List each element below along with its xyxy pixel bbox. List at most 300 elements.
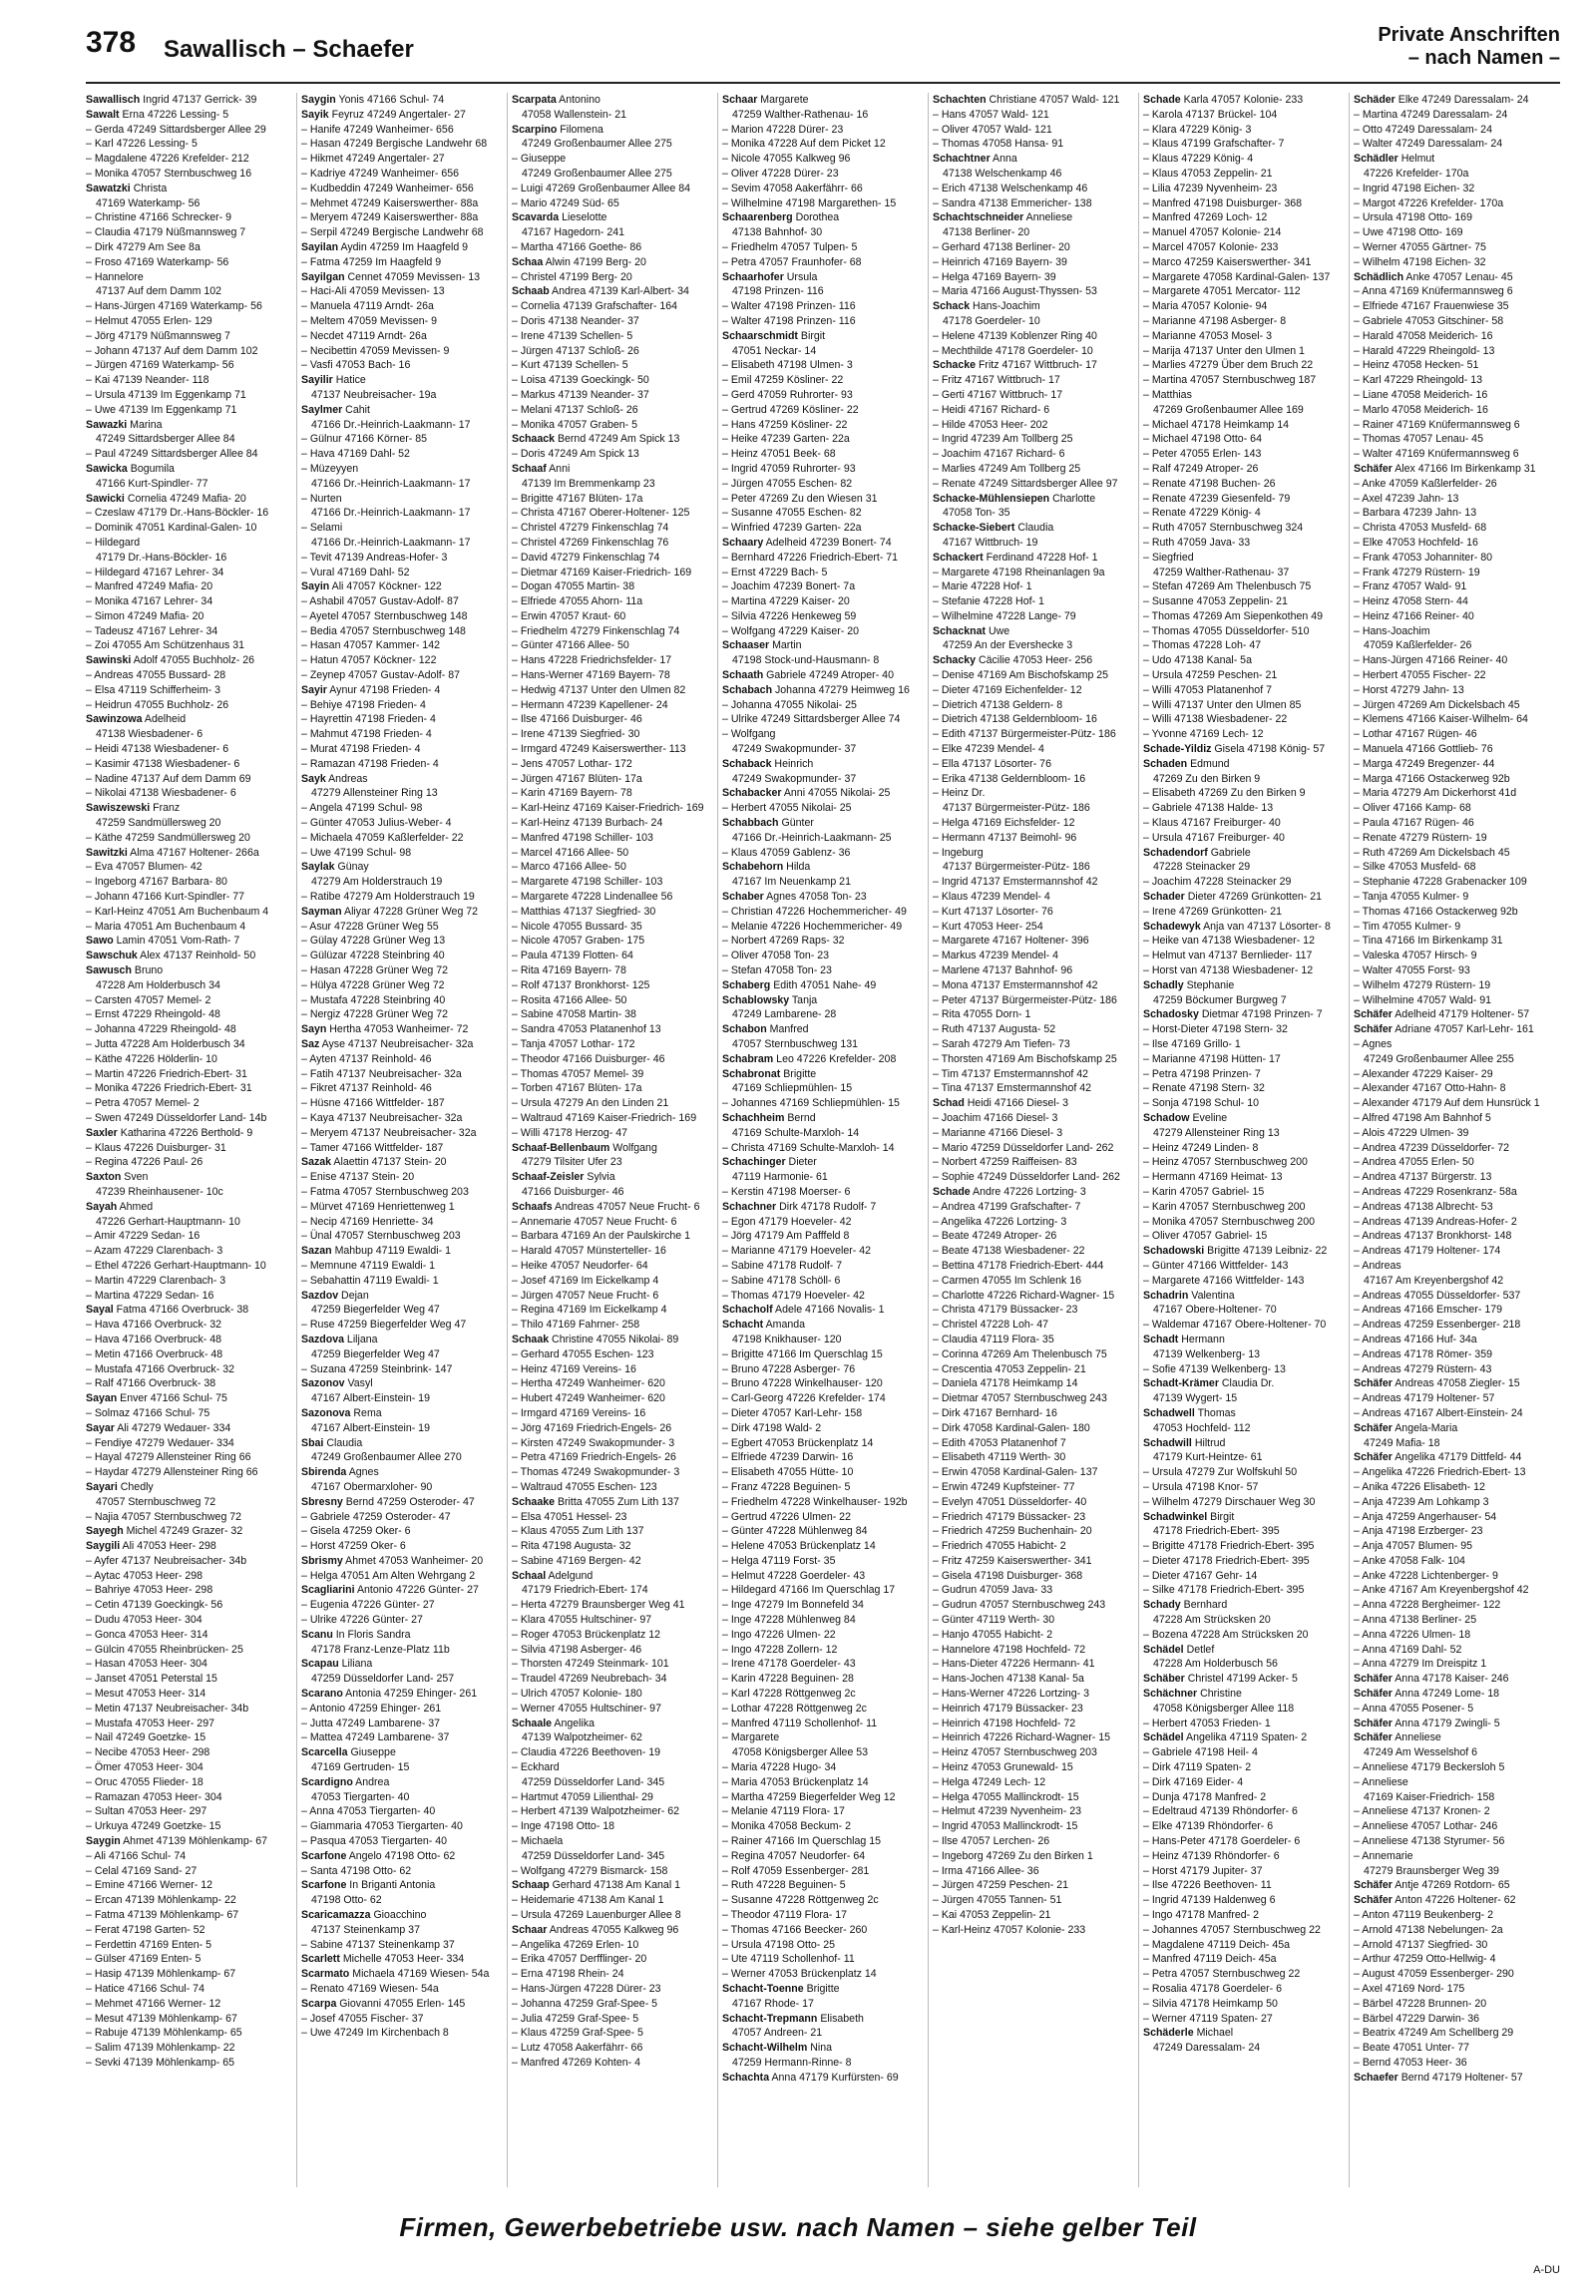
directory-entry: – Czeslaw 47179 Dr.-Hans-Böckler- 16 xyxy=(86,507,269,520)
directory-entry: – Uwe 47199 Schul- 98 xyxy=(301,846,412,859)
directory-entry: – Karola 47137 Brückel- 104 xyxy=(1143,108,1278,121)
directory-entry: – Bahriye 47053 Heer- 298 xyxy=(86,1584,213,1597)
directory-entry: – Gertrud 47269 Kösliner- 22 xyxy=(722,403,859,416)
directory-entry: – Ursula 47279 An den Linden 21 xyxy=(512,1097,669,1110)
directory-entry: – Hanjo 47055 Habicht- 2 xyxy=(933,1628,1053,1641)
directory-entry: – Axel 47169 Nord- 175 xyxy=(1354,1983,1465,1995)
directory-entry: – Franz 47228 Beguinen- 5 xyxy=(722,1480,851,1493)
directory-entry: – Andreas 47055 Bussard- 28 xyxy=(86,669,226,682)
directory-entry: – Wilhelm 47198 Eichen- 32 xyxy=(1354,255,1486,268)
directory-column-3 xyxy=(507,93,717,2187)
directory-entry: – Heinz 47051 Beek- 68 xyxy=(722,448,836,461)
directory-entry: – Stefanie 47228 Hof- 1 xyxy=(933,595,1044,608)
directory-entry: – Winfried 47239 Garten- 22a xyxy=(722,522,862,535)
directory-entry: – Mürvet 47169 Henriettenweg 1 xyxy=(301,1200,455,1213)
directory-entry: – Horst 47279 Jahn- 13 xyxy=(1354,683,1464,696)
directory-entry: – Brigitte 47178 Friedrich-Ebert- 395 xyxy=(1143,1540,1315,1553)
directory-entry: 47249 Großenbaumer Allee 275 xyxy=(522,167,672,180)
directory-entry: – Gabriele 47053 Gitschiner- 58 xyxy=(1354,314,1504,327)
directory-entry: Schaarschmidt Birgit xyxy=(722,329,826,342)
directory-entry: – Dieter 47169 Eichenfelder- 12 xyxy=(933,683,1082,696)
directory-entry: – Wilhelmine 47228 Lange- 79 xyxy=(933,609,1076,622)
directory-entry: Schadt-Krämer Claudia Dr. xyxy=(1143,1377,1275,1390)
directory-entry: Schacht-Trepmann Elisabeth xyxy=(722,2012,864,2025)
directory-entry: – Petra 47057 Memel- 2 xyxy=(86,1097,200,1110)
directory-entry: – Stefan 47269 Am Thelenbusch 75 xyxy=(1143,580,1312,593)
directory-entry: – Ilse 47169 Grillo- 1 xyxy=(1143,1038,1241,1050)
directory-entry: – Arnold 47137 Siegfried- 30 xyxy=(1354,1938,1488,1951)
directory-entry: – Walter 47169 Knüfermannsweg 6 xyxy=(1354,448,1519,461)
directory-entry: – Nergiz 47228 Grüner Weg 72 xyxy=(301,1008,449,1021)
directory-entry: – Irene 47269 Grünkotten- 21 xyxy=(1143,905,1282,918)
directory-entry: 47138 Wiesbadener- 6 xyxy=(96,728,203,741)
directory-entry: – Ella 47137 Lösorter- 76 xyxy=(933,757,1051,770)
directory-entry: 47137 Neubreisacher- 19a xyxy=(311,388,437,401)
directory-entry: 47259 Walther-Rathenau- 37 xyxy=(1153,566,1290,578)
directory-entry: – August 47059 Essenberger- 290 xyxy=(1354,1968,1514,1981)
directory-entry: – Müzeyyen xyxy=(301,462,359,475)
directory-entry: – Dietrich 47138 Geldernbloom- 16 xyxy=(933,713,1097,726)
directory-entry: – Marlo 47058 Meiderich- 16 xyxy=(1354,403,1488,416)
directory-entry: – Pasqua 47053 Tiergarten- 40 xyxy=(301,1835,448,1848)
directory-entry: – Heidrun 47055 Buchholz- 26 xyxy=(86,698,229,711)
directory-entry: – Thorsten 47249 Steinmark- 101 xyxy=(512,1658,669,1671)
directory-entry: – Martina 47057 Sternbuschweg 187 xyxy=(1143,374,1317,387)
directory-entry: Sazonova Rema xyxy=(301,1406,382,1419)
directory-entry: 47259 Walther-Rathenau- 16 xyxy=(732,108,869,121)
directory-entry: – Sandra 47053 Platanenhof 13 xyxy=(512,1023,661,1036)
directory-entry: – Andreas 47166 Emscher- 179 xyxy=(1354,1304,1502,1317)
directory-entry: – Ingeborg 47269 Zu den Birken 1 xyxy=(933,1849,1093,1862)
directory-entry: 47259 An der Evershecke 3 xyxy=(943,639,1073,652)
directory-entry: – Renate 47198 Stern- 32 xyxy=(1143,1082,1265,1095)
directory-entry: – Wilhelmine 47198 Margarethen- 15 xyxy=(722,196,897,209)
directory-entry: – Hildegard xyxy=(86,536,141,549)
directory-entry: – Ralf 47166 Overbruck- 38 xyxy=(86,1377,216,1390)
directory-entry: – Ilse 47226 Beethoven- 11 xyxy=(1143,1879,1272,1892)
directory-entry: – Kudbeddin 47249 Wanheimer- 656 xyxy=(301,182,474,194)
directory-entry: – Peter 47269 Zu den Wiesen 31 xyxy=(722,492,878,505)
directory-entry: Schaale Angelika xyxy=(512,1717,596,1729)
directory-entry: Schachinger Dieter xyxy=(722,1156,817,1169)
directory-entry: – Rita 47055 Dorn- 1 xyxy=(933,1008,1031,1021)
directory-entry: 47166 Kurt-Spindler- 77 xyxy=(96,477,208,490)
directory-entry: Schädlich Anke 47057 Lenau- 45 xyxy=(1354,270,1513,283)
directory-entry: – Manfred 47198 Schiller- 103 xyxy=(512,831,653,844)
directory-entry: 47166 Dr.-Heinrich-Laakmann- 17 xyxy=(311,507,471,520)
directory-entry: Sawinski Adolf 47055 Buchholz- 26 xyxy=(86,654,255,667)
directory-entry: – Helmut 47055 Erlen- 129 xyxy=(86,314,212,327)
directory-entry: Schaary Adelheid 47239 Bonert- 74 xyxy=(722,536,892,549)
directory-entry: – Andreas 47179 Holtener- 57 xyxy=(1354,1392,1495,1405)
directory-entry: – Klaus 47229 König- 4 xyxy=(1143,153,1254,166)
directory-entry: – David 47279 Finkenschlag 74 xyxy=(512,551,660,564)
directory-entry: – Jürgen 47169 Waterkamp- 56 xyxy=(86,359,234,372)
directory-entry: Schady Bernhard xyxy=(1143,1599,1228,1612)
directory-entry: – Walter 47249 Daressalam- 24 xyxy=(1354,138,1503,151)
directory-entry: Schadendorf Gabriele xyxy=(1143,846,1251,859)
directory-entry: – Anja 47259 Angerhauser- 54 xyxy=(1354,1510,1497,1523)
directory-entry: Schachtner Anna xyxy=(933,153,1017,166)
directory-entry: – Ingeborg 47167 Barbara- 80 xyxy=(86,876,227,889)
directory-entry: Sbrismy Ahmet 47053 Wanheimer- 20 xyxy=(301,1554,484,1567)
directory-entry: 47228 Am Holderbusch 56 xyxy=(1153,1658,1278,1671)
directory-entry: – Magdalene 47119 Deich- 45a xyxy=(1143,1938,1291,1951)
directory-entry: – Maria 47057 Kolonie- 94 xyxy=(1143,300,1268,313)
directory-entry: 47167 Hagedorn- 241 xyxy=(522,226,625,239)
directory-entry: – Andreas 47055 Düsseldorfer- 537 xyxy=(1354,1289,1521,1302)
directory-entry: Schäber Christel 47199 Acker- 5 xyxy=(1143,1673,1298,1686)
directory-entry: – Walter 47198 Prinzen- 116 xyxy=(722,314,856,327)
directory-entry: – Tadeusz 47167 Lehrer- 34 xyxy=(86,624,218,637)
directory-entry: – Helmut 47228 Goerdeler- 43 xyxy=(722,1569,866,1582)
directory-entry: – Gerhard 47138 Berliner- 20 xyxy=(933,240,1070,253)
directory-entry: – Oliver 47228 Dürer- 23 xyxy=(722,167,839,180)
directory-entry: 47179 Kurt-Heintze- 61 xyxy=(1153,1451,1263,1464)
directory-entry: – Angelika 47226 Friedrich-Ebert- 13 xyxy=(1354,1466,1526,1479)
directory-entry: – Nail 47249 Goetzke- 15 xyxy=(86,1731,206,1744)
directory-entry: – Waltraud 47169 Kaiser-Friedrich- 169 xyxy=(512,1111,697,1124)
directory-entry: – Dirk 47279 Am See 8a xyxy=(86,240,200,253)
directory-entry: – Hannelore xyxy=(86,270,144,283)
directory-entry: – Petra 47198 Prinzen- 7 xyxy=(1143,1067,1261,1080)
directory-entry: – Elisabeth 47119 Werth- 30 xyxy=(933,1451,1066,1464)
directory-entry: – Marie 47228 Hof- 1 xyxy=(933,580,1032,593)
directory-entry: – Fritz 47167 Wittbruch- 17 xyxy=(933,374,1060,387)
directory-entry: – Giammaria 47053 Tiergarten- 40 xyxy=(301,1820,463,1833)
directory-entry: 47169 Waterkamp- 56 xyxy=(96,196,200,209)
directory-entry: – Petra 47169 Friedrich-Engels- 26 xyxy=(512,1451,676,1464)
directory-entry: – Gabriele 47259 Osteroder- 47 xyxy=(301,1510,451,1523)
directory-entry: – Monika 47226 Friedrich-Ebert- 31 xyxy=(86,1082,252,1095)
directory-entry: – Tanja 47057 Lothar- 172 xyxy=(512,1038,635,1050)
directory-entry: – Vural 47169 Dahl- 52 xyxy=(301,566,410,578)
directory-entry: Scarano Antonia 47259 Ehinger- 261 xyxy=(301,1688,478,1701)
directory-entry: – Cornelia 47139 Grafschafter- 164 xyxy=(512,300,678,313)
directory-entry: Schabram Leo 47226 Krefelder- 208 xyxy=(722,1052,897,1065)
directory-entry: 47057 Sternbuschweg 72 xyxy=(96,1495,216,1508)
directory-entry: – Fikret 47137 Reinhold- 46 xyxy=(301,1082,432,1095)
directory-entry: – Inge 47279 Im Bonnefeld 34 xyxy=(722,1599,864,1612)
directory-entry: – Anja 47057 Blumen- 95 xyxy=(1354,1540,1472,1553)
directory-entry: – Brigitte 47166 Im Querschlag 15 xyxy=(722,1347,883,1360)
directory-entry: Sayilgan Cennet 47059 Mevissen- 13 xyxy=(301,270,481,283)
directory-entry: – Jürgen 47269 Am Dickelsbach 45 xyxy=(1354,698,1520,711)
directory-entry: – Rolf 47059 Essenberger- 281 xyxy=(722,1864,870,1877)
directory-entry: Schadwinkel Birgit xyxy=(1143,1510,1235,1523)
directory-entry: – Regina 47057 Neudorfer- 64 xyxy=(722,1849,866,1862)
directory-entry: – Cetin 47139 Goeckingk- 56 xyxy=(86,1599,223,1612)
directory-entry: – Willi 47138 Wiesbadener- 22 xyxy=(1143,713,1288,726)
directory-entry: – Alfred 47198 Am Bahnhof 5 xyxy=(1354,1111,1491,1124)
directory-entry: – Ingeburg xyxy=(933,846,984,859)
directory-entry: 47179 Dr.-Hans-Böckler- 16 xyxy=(96,551,227,564)
directory-entry: – Melanie 47226 Hochemmericher- 49 xyxy=(722,920,903,933)
directory-entry: – Lilia 47239 Nyvenheim- 23 xyxy=(1143,182,1278,194)
directory-entry: Sayn Hertha 47053 Wanheimer- 72 xyxy=(301,1023,469,1036)
directory-entry: Schäder Elke 47249 Daressalam- 24 xyxy=(1354,94,1529,106)
directory-entry: 47228 Am Holderbusch 34 xyxy=(96,978,220,991)
directory-entry: – Regina 47226 Paul- 26 xyxy=(86,1156,203,1169)
directory-entry: – Gisela 47259 Oker- 6 xyxy=(301,1525,411,1538)
directory-entry: – Daniela 47178 Heimkamp 14 xyxy=(933,1377,1078,1390)
directory-entry: – Zeynep 47057 Gustav-Adolf- 87 xyxy=(301,669,461,682)
directory-entry: – Beate 47249 Atroper- 26 xyxy=(933,1230,1057,1243)
directory-entry: – Annemarie xyxy=(1354,1849,1413,1862)
directory-entry: Schachten Christiane 47057 Wald- 121 xyxy=(933,94,1120,106)
directory-entry: – Käthe 47226 Hölderlin- 10 xyxy=(86,1052,217,1065)
directory-entry: – Jürgen 47137 Schloß- 26 xyxy=(512,344,639,357)
directory-entry: – Werner 47055 Gärtner- 75 xyxy=(1354,240,1486,253)
directory-entry: – Hermann 47137 Beimohl- 96 xyxy=(933,831,1077,844)
directory-entry: – Christa 47169 Schulte-Marxloh- 14 xyxy=(722,1141,895,1154)
directory-entry: – Edith 47137 Bürgermeister-Pütz- 186 xyxy=(933,728,1116,741)
directory-entry: – Marlene 47137 Bahnhof- 96 xyxy=(933,964,1073,977)
directory-entry: – Hedwig 47137 Unter den Ulmen 82 xyxy=(512,683,686,696)
directory-entry: – Kai 47053 Zeppelin- 21 xyxy=(933,1909,1051,1922)
directory-entry: – Anneliese 47179 Beckersloh 5 xyxy=(1354,1761,1505,1774)
directory-entry: – Helene 47139 Koblenzer Ring 40 xyxy=(933,329,1097,342)
directory-entry: Scarmato Michaela 47169 Wiesen- 54a xyxy=(301,1968,490,1981)
directory-entry: – Murat 47198 Frieden- 4 xyxy=(301,743,421,756)
directory-entry: – Anke 47228 Lichtenberger- 9 xyxy=(1354,1569,1498,1582)
directory-entry: – Klaus 47226 Duisburger- 31 xyxy=(86,1141,226,1154)
directory-entry: – Hans-Dieter 47226 Hermann- 41 xyxy=(933,1658,1095,1671)
directory-entry: Schackert Ferdinand 47228 Hof- 1 xyxy=(933,551,1098,564)
directory-entry: – Sabine 47137 Steinenkamp 37 xyxy=(301,1938,455,1951)
directory-entry: – Julia 47259 Graf-Spee- 5 xyxy=(512,2012,639,2025)
directory-entry: 47167 Albert-Einstein- 19 xyxy=(311,1421,430,1434)
directory-entry: – Christian 47226 Hochemmericher- 49 xyxy=(722,905,907,918)
directory-entry: Schäfer Anna 47179 Zwingli- 5 xyxy=(1354,1717,1500,1729)
directory-entry: – Heinz 47249 Linden- 8 xyxy=(1143,1141,1259,1154)
directory-entry: Schade-Yildiz Gisela 47198 König- 57 xyxy=(1143,743,1326,756)
directory-entry: – Anneliese 47137 Kronen- 2 xyxy=(1354,1805,1490,1818)
directory-entry: – Renato 47169 Wiesen- 54a xyxy=(301,1983,439,1995)
directory-entry: – Kai 47139 Neander- 118 xyxy=(86,374,209,387)
directory-entry: – Anneliese 47138 Styrumer- 56 xyxy=(1354,1835,1505,1848)
directory-entry: – Solmaz 47166 Schul- 75 xyxy=(86,1406,210,1419)
directory-entry: 47167 Im Neuenkamp 21 xyxy=(732,876,851,889)
directory-entry: – Heinz 47058 Stern- 44 xyxy=(1354,595,1468,608)
directory-entry: – Gülnur 47166 Körner- 85 xyxy=(301,433,428,446)
directory-entry: – Swen 47249 Düsseldorfer Land- 14b xyxy=(86,1111,267,1124)
directory-entry: – Metin 47166 Overbruck- 48 xyxy=(86,1347,223,1360)
directory-entry: – Silvia 47178 Heimkamp 50 xyxy=(1143,1997,1278,2010)
directory-entry: – Rita 47169 Bayern- 78 xyxy=(512,964,626,977)
directory-entry: – Willi 47137 Unter den Ulmen 85 xyxy=(1143,698,1302,711)
directory-entry: – Dirk 47198 Wald- 2 xyxy=(722,1421,822,1434)
directory-entry: – Bozena 47228 Am Strücksken 20 xyxy=(1143,1628,1309,1641)
directory-entry: – Jutta 47249 Lambarene- 37 xyxy=(301,1717,440,1729)
directory-entry: – Anna 47138 Berliner- 25 xyxy=(1354,1614,1477,1627)
directory-entry: – Gülay 47228 Grüner Weg 13 xyxy=(301,935,446,948)
directory-entry: – Silvia 47226 Henkeweg 59 xyxy=(722,609,857,622)
directory-entry: 47137 Bürgermeister-Pütz- 186 xyxy=(943,802,1090,815)
directory-entry: – Jörg 47169 Friedrich-Engels- 26 xyxy=(512,1421,672,1434)
directory-entry: – Bärbel 47229 Darwin- 36 xyxy=(1354,2012,1480,2025)
directory-entry: 47166 Dr.-Heinrich-Laakmann- 17 xyxy=(311,418,471,431)
directory-entry: – Ayetel 47057 Sternbuschweg 148 xyxy=(301,609,468,622)
directory-entry: Saygin Yonis 47166 Schul- 74 xyxy=(301,94,445,106)
directory-column-5 xyxy=(928,93,1138,2187)
directory-entry: – Ingrid 47059 Ruhrorter- 93 xyxy=(722,462,856,475)
directory-entry: – Antonio 47259 Ehinger- 261 xyxy=(301,1702,442,1715)
directory-entry: – Petra 47057 Fraunhofer- 68 xyxy=(722,255,862,268)
directory-entry: – Andreas 47229 Rosenkranz- 58a xyxy=(1354,1185,1517,1198)
directory-entry: – Dieter 47178 Friedrich-Ebert- 395 xyxy=(1143,1554,1310,1567)
directory-entry: Sawusch Bruno xyxy=(86,964,164,977)
directory-entry: – Marion 47228 Dürer- 23 xyxy=(722,123,844,136)
directory-entry: – Dominik 47051 Kardinal-Galen- 10 xyxy=(86,522,257,535)
directory-entry: – Dietmar 47169 Kaiser-Friedrich- 169 xyxy=(512,566,692,578)
directory-entry: – Irma 47166 Allee- 36 xyxy=(933,1864,1039,1877)
directory-entry: Schader Dieter 47269 Grünkotten- 21 xyxy=(1143,891,1323,904)
directory-entry: – Oliver 47057 Wald- 121 xyxy=(933,123,1052,136)
directory-entry: Scarpata Antonino xyxy=(512,94,600,106)
directory-entry: – Gabriele 47198 Heil- 4 xyxy=(1143,1746,1258,1759)
directory-entry: – Thomas 47055 Düsseldorfer- 510 xyxy=(1143,624,1310,637)
directory-entry: – Jürgen 47057 Neue Frucht- 6 xyxy=(512,1289,659,1302)
directory-entry: – Elsa 47119 Schifferheim- 3 xyxy=(86,683,221,696)
directory-entry: – Loisa 47139 Goeckingk- 50 xyxy=(512,374,649,387)
directory-entry: – Fendiye 47279 Wedauer- 334 xyxy=(86,1436,234,1449)
directory-entry: 47259 Sandmüllersweg 20 xyxy=(96,817,221,830)
directory-entry: 47139 Im Bremmenkamp 23 xyxy=(522,477,655,490)
directory-entry: Schädler Helmut xyxy=(1354,153,1435,166)
directory-entry: – Charlotte 47226 Richard-Wagner- 15 xyxy=(933,1289,1115,1302)
directory-entry: 47226 Gerhart-Hauptmann- 10 xyxy=(96,1215,240,1228)
directory-entry: – Wilhelm 47279 Dirschauer Weg 30 xyxy=(1143,1495,1316,1508)
directory-entry: – Necdet 47119 Arndt- 26a xyxy=(301,329,427,342)
directory-entry: – Jürgen 47055 Tannen- 51 xyxy=(933,1894,1062,1907)
directory-entry: – Andreas 47178 Römer- 359 xyxy=(1354,1347,1492,1360)
directory-entry: – Inge 47228 Mühlenweg 84 xyxy=(722,1614,856,1627)
directory-entry: – Maria 47228 Hugo- 34 xyxy=(722,1761,837,1774)
directory-entry: – Selami xyxy=(301,522,343,535)
directory-entry: Schäfer Andreas 47058 Ziegler- 15 xyxy=(1354,1377,1520,1390)
directory-entry: Schacke-Siebert Claudia xyxy=(933,522,1054,535)
directory-entry: – Helga 47119 Forst- 35 xyxy=(722,1554,836,1567)
directory-entry: – Elke 47139 Rhöndorfer- 6 xyxy=(1143,1820,1274,1833)
directory-entry: – Edeltraud 47139 Rhöndorfer- 6 xyxy=(1143,1805,1298,1818)
directory-entry: 47178 Franz-Lenze-Platz 11b xyxy=(311,1643,450,1656)
directory-entry: Sayegh Michel 47249 Grazer- 32 xyxy=(86,1525,243,1538)
directory-entry: Sayah Ahmed xyxy=(86,1200,154,1213)
directory-entry: Sayir Aynur 47198 Frieden- 4 xyxy=(301,683,441,696)
directory-entry: 47058 Königsberger Allee 118 xyxy=(1153,1702,1295,1715)
directory-entry: Schadwell Thomas xyxy=(1143,1406,1236,1419)
directory-entry: – Gisela 47198 Duisburger- 368 xyxy=(933,1569,1083,1582)
directory-entry: – Monika 47057 Sternbuschweg 200 xyxy=(1143,1215,1315,1228)
directory-entry: – Herbert 47053 Frieden- 1 xyxy=(1143,1717,1271,1729)
directory-entry: – Uwe 47198 Otto- 169 xyxy=(1354,226,1463,239)
directory-entry: Schacke-Mühlensiepen Charlotte xyxy=(933,492,1096,505)
directory-entry: – Heinz 47169 Vereins- 16 xyxy=(512,1362,636,1375)
directory-entry: – Renate 47279 Rüstern- 19 xyxy=(1354,831,1487,844)
directory-entry: Sayilan Aydin 47259 Im Haagfeld 9 xyxy=(301,240,469,253)
directory-entry: – Eugenia 47226 Günter- 27 xyxy=(301,1599,435,1612)
directory-entry: – Lothar 47167 Rügen- 46 xyxy=(1354,728,1477,741)
directory-entry: – Heinrich 47179 Büssacker- 23 xyxy=(933,1702,1083,1715)
directory-entry: 47239 Rheinhausener- 10c xyxy=(96,1185,223,1198)
directory-entry: – Martin 47226 Friedrich-Ebert- 31 xyxy=(86,1067,247,1080)
directory-entry: – Johanna 47055 Nikolai- 25 xyxy=(722,698,857,711)
directory-entry: Sawazki Marina xyxy=(86,418,163,431)
directory-entry: – Siegfried xyxy=(1143,551,1194,564)
directory-entry: Schaaf-Bellenbaum Wolfgang xyxy=(512,1141,657,1154)
directory-entry: – Irene 47139 Schellen- 5 xyxy=(512,329,633,342)
directory-entry: – Arthur 47259 Otto-Hellwig- 4 xyxy=(1354,1953,1496,1966)
directory-entry: – Klaus 47055 Zum Lith 137 xyxy=(512,1525,644,1538)
directory-entry: – Thorsten 47169 Am Bischofskamp 25 xyxy=(933,1052,1117,1065)
directory-entry: – Elisabeth 47269 Zu den Birken 9 xyxy=(1143,787,1306,800)
directory-entry: – Kerstin 47198 Moerser- 6 xyxy=(722,1185,851,1198)
directory-entry: Schadowski Brigitte 47139 Leibniz- 22 xyxy=(1143,1245,1328,1258)
directory-entry: – Heinz 47053 Grunewald- 15 xyxy=(933,1761,1073,1774)
directory-entry: – Michael 47178 Heimkamp 14 xyxy=(1143,418,1290,431)
directory-entry: – Irene 47178 Goerdeler- 43 xyxy=(722,1658,856,1671)
directory-entry: – Gerhard 47055 Eschen- 123 xyxy=(512,1347,654,1360)
section-title-line1: Private Anschriften xyxy=(1378,24,1560,46)
directory-entry: – Susanne 47053 Zeppelin- 21 xyxy=(1143,595,1288,608)
directory-column-4 xyxy=(717,93,928,2187)
directory-entry: – Bärbel 47228 Brunnen- 20 xyxy=(1354,1997,1487,2010)
directory-column-2 xyxy=(296,93,507,2187)
directory-entry: Schädel Angelika 47119 Spaten- 2 xyxy=(1143,1731,1308,1744)
directory-entry: – Mesut 47139 Möhlenkamp- 67 xyxy=(86,2012,237,2025)
directory-entry: 47269 Großenbaumer Allee 169 xyxy=(1153,403,1304,416)
directory-entry: – Metin 47137 Neubreisacher- 34b xyxy=(86,1702,249,1715)
directory-entry: – Elfriede 47167 Frauenwiese 35 xyxy=(1354,300,1509,313)
directory-entry: – Sabine 47178 Schöll- 6 xyxy=(722,1274,841,1287)
directory-entry: – Rita 47198 Augusta- 32 xyxy=(512,1540,631,1553)
directory-entry: 47279 Allensteiner Ring 13 xyxy=(1153,1126,1280,1139)
directory-entry: – Johannes 47169 Schliepmühlen- 15 xyxy=(722,1097,900,1110)
directory-entry: Schaaser Martin xyxy=(722,639,802,652)
directory-entry: – Martina 47229 Sedan- 16 xyxy=(86,1289,214,1302)
directory-entry: Schaberg Edith 47051 Nahe- 49 xyxy=(722,978,877,991)
directory-entry: – Hatun 47057 Köckner- 122 xyxy=(301,654,437,667)
directory-entry: 47137 Steinenkamp 37 xyxy=(311,1923,420,1936)
directory-entry: – Egon 47179 Hoeveler- 42 xyxy=(722,1215,852,1228)
directory-entry: – Johann 47166 Kurt-Spindler- 77 xyxy=(86,891,245,904)
directory-entry: – Klaus 47059 Gablenz- 36 xyxy=(722,846,851,859)
directory-entry: Sazonov Vasyl xyxy=(301,1377,373,1390)
directory-entry: – Suzana 47259 Steinbrink- 147 xyxy=(301,1362,453,1375)
directory-entry: 47249 Swakopmunder- 37 xyxy=(732,743,857,756)
directory-entry: – Renate 47229 König- 4 xyxy=(1143,507,1261,520)
directory-entry: – Oliver 47057 Gabriel- 15 xyxy=(1143,1230,1268,1243)
directory-entry: – Angelika 47269 Erlen- 10 xyxy=(512,1938,639,1951)
directory-entry: – Andreas 47138 Albrecht- 53 xyxy=(1354,1200,1493,1213)
directory-entry: – Mattea 47249 Lambarene- 37 xyxy=(301,1731,450,1744)
directory-entry: – Evelyn 47051 Düsseldorfer- 40 xyxy=(933,1495,1087,1508)
directory-entry: – Bruno 47228 Winkelhauser- 120 xyxy=(722,1377,883,1390)
directory-entry: – Ünal 47057 Sternbuschweg 203 xyxy=(301,1230,461,1243)
directory-entry: – Marga 47249 Bregenzer- 44 xyxy=(1354,757,1495,770)
directory-entry: 47259 Biegerfelder Weg 47 xyxy=(311,1304,440,1317)
directory-entry: Schaap Gerhard 47138 Am Kanal 1 xyxy=(512,1879,681,1892)
directory-entry: – Jürgen 47167 Blüten- 17a xyxy=(512,772,642,785)
directory-entry: – Melanie 47119 Flora- 17 xyxy=(722,1805,845,1818)
directory-entry: – Marianne 47166 Diesel- 3 xyxy=(933,1126,1063,1139)
directory-entry: – Ingrid 47198 Eichen- 32 xyxy=(1354,182,1475,194)
directory-entry: – Anna 47169 Knüfermannsweg 6 xyxy=(1354,285,1513,298)
directory-entry: – Bedia 47057 Sternbuschweg 148 xyxy=(301,624,466,637)
directory-entry: Schaack Bernd 47249 Am Spick 13 xyxy=(512,433,680,446)
directory-entry: Saylmer Cahit xyxy=(301,403,370,416)
